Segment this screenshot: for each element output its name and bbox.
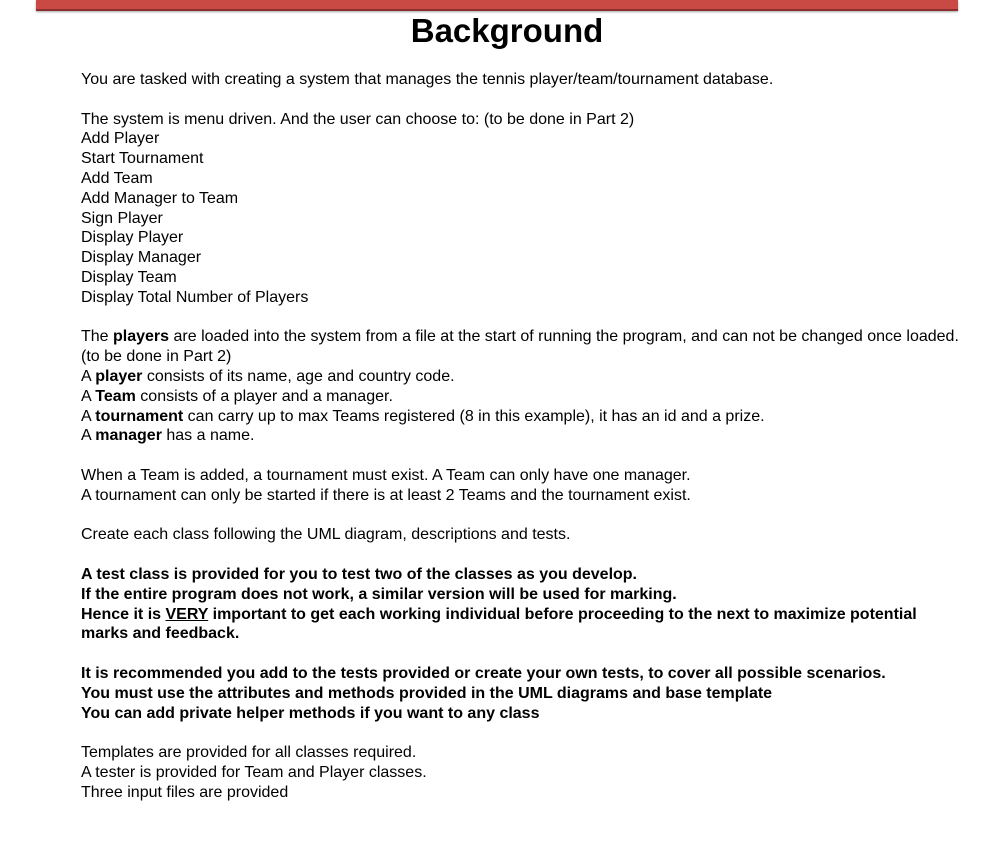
players-paragraph: The players are loaded into the system from a file at the start of running the program, and can not be changed once loaded. (to be done in Part 2) xyxy=(81,328,959,366)
testing-line: A test class is provided for you to test two of the classes as you develop. xyxy=(81,565,637,583)
team-keyword: Team xyxy=(95,387,136,405)
player-definition: A player consists of its name, age and country code. xyxy=(81,367,455,385)
menu-item: Display Team xyxy=(81,268,177,286)
tournament-definition: A tournament can carry up to max Teams registered (8 in this example), it has an id and a prize. xyxy=(81,407,765,425)
footer-line: Three input files are provided xyxy=(81,783,289,801)
player-keyword: player xyxy=(95,367,143,385)
menu-item: Add Manager to Team xyxy=(81,189,239,207)
menu-item: Add Team xyxy=(81,169,153,187)
create-instruction: Create each class following the UML diagram, descriptions and tests. xyxy=(81,526,571,544)
manager-definition: A manager has a name. xyxy=(81,427,255,445)
footer-line: Templates are provided for all classes required. xyxy=(81,744,417,762)
menu-item: Start Tournament xyxy=(81,150,204,168)
header-bar xyxy=(36,0,958,11)
team-definition: A Team consists of a player and a manager. xyxy=(81,387,393,405)
menu-item: Display Total Number of Players xyxy=(81,288,309,306)
menu-item: Add Player xyxy=(81,130,160,148)
recommend-line: It is recommended you add to the tests provided or create your own tests, to cover all possible scenarios. xyxy=(81,664,886,682)
menu-item: Sign Player xyxy=(81,209,163,227)
testing-line: If the entire program does not work, a similar version will be used for marking. xyxy=(81,585,677,603)
page-title: Background xyxy=(410,12,604,49)
players-keyword: players xyxy=(113,328,170,346)
menu-item: Display Player xyxy=(81,229,184,247)
recommend-line: You can add private helper methods if you want to any class xyxy=(81,704,540,722)
testing-line: Hence it is VERY important to get each working individual before proceeding to the next to maximize potential marks and feedback. xyxy=(81,605,917,643)
menu-lead: The system is menu driven. And the user can choose to: (to be done in Part 2) xyxy=(81,110,635,128)
footer-line: A tester is provided for Team and Player classes. xyxy=(81,763,427,781)
intro-paragraph: You are tasked with creating a system that manages the tennis player/team/tournament database. xyxy=(81,71,774,88)
document-body xyxy=(81,70,961,802)
tournament-keyword: tournament xyxy=(95,407,184,425)
recommend-line: You must use the attributes and methods provided in the UML diagrams and base template xyxy=(81,684,773,702)
rule-line: A tournament can only be started if there is at least 2 Teams and the tournament exist. xyxy=(81,486,691,504)
manager-keyword: manager xyxy=(95,427,162,445)
menu-item: Display Manager xyxy=(81,249,202,267)
rule-line: When a Team is added, a tournament must exist. A Team can only have one manager. xyxy=(81,466,691,484)
very-emphasis: VERY xyxy=(165,605,209,623)
